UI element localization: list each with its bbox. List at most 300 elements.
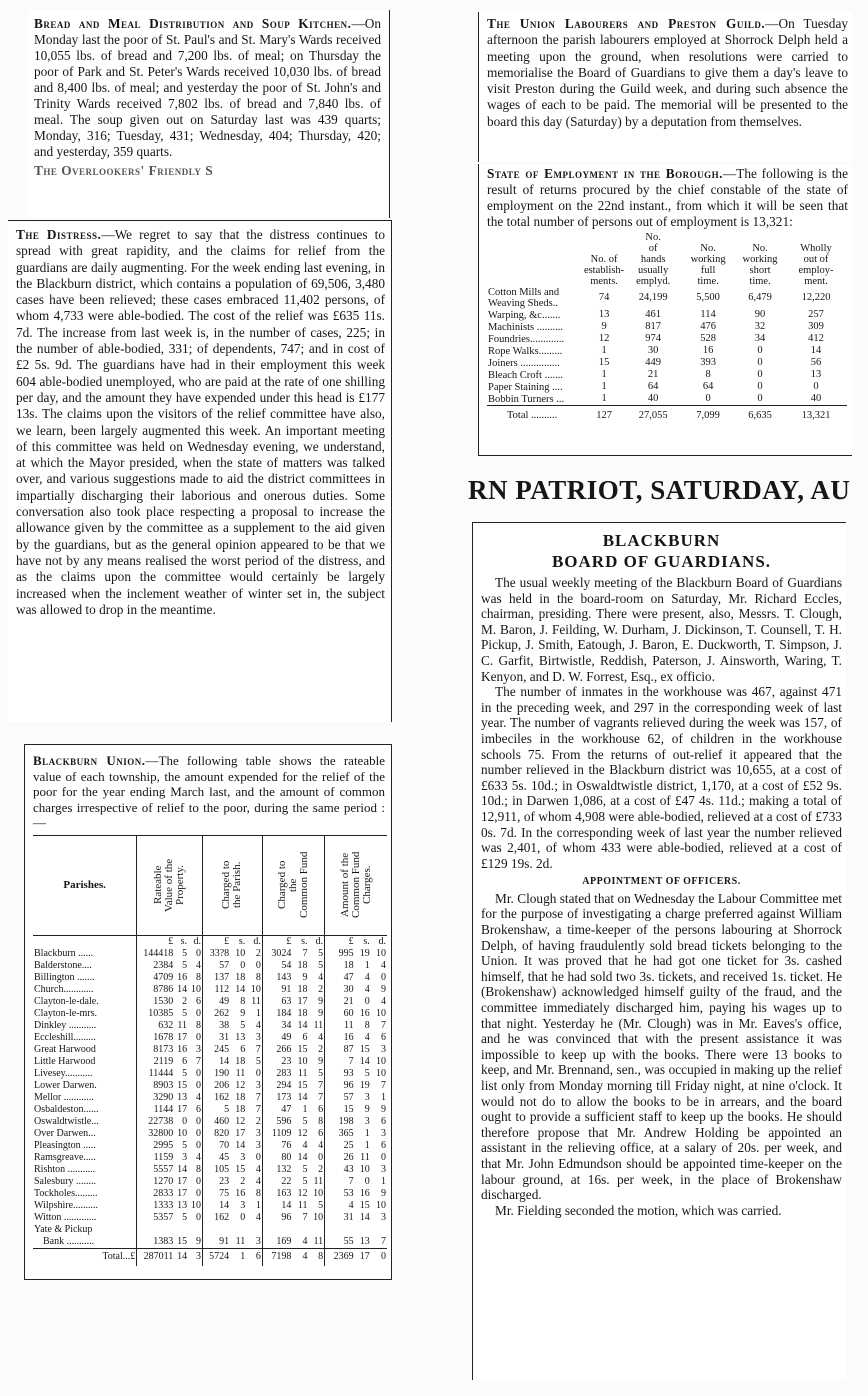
employment-table [487, 232, 847, 426]
table-cell: 3 [364, 1115, 370, 1127]
table-cell: 11 [297, 1199, 308, 1211]
table-cell: 5 [182, 947, 188, 959]
table-cell: 4 [364, 983, 370, 995]
table-cell: 91 [202, 1236, 230, 1249]
table-cell: 6 [381, 1031, 386, 1043]
table-cell: 4 [302, 1251, 308, 1263]
union-yate-row-1 [33, 1224, 387, 1236]
table-cell: 63 [262, 996, 292, 1008]
table-cell: 2 [318, 983, 324, 995]
table-cell: 9 [381, 1103, 386, 1115]
table-cell: 47 [325, 972, 355, 984]
table-cell: 3 [195, 1043, 201, 1055]
table-cell: 0 [240, 959, 246, 971]
table-cell: 2119 [137, 1056, 174, 1068]
table-cell: Billington ....... [34, 971, 95, 983]
table-row [33, 1128, 387, 1140]
table-cell: 4 [195, 959, 201, 971]
table-cell: 412 [808, 333, 824, 344]
table-cell: 15 [177, 1079, 188, 1091]
union-total-row [33, 1248, 387, 1266]
col-charged-parish: Charged to the Parish. [220, 860, 244, 910]
emp-col-out: Wholly out of employ- ment. [798, 243, 834, 287]
guild-heading: The Union Labourers and Preston Guild. [487, 16, 766, 31]
col-rateable: Rateable Value of the Property. [152, 858, 187, 912]
table-cell: 0 [195, 1139, 201, 1151]
table-cell: 15 [598, 357, 610, 368]
table-cell: 11 [235, 1067, 246, 1079]
table-cell: 18 [297, 983, 308, 995]
unit-cell: £ [202, 935, 230, 948]
table-cell: 19 [359, 947, 370, 959]
table-cell: 7 [302, 947, 308, 959]
table-cell: 3 [255, 1127, 261, 1139]
table-cell: 96 [262, 1212, 292, 1224]
bread-cutoff: The Overlookers' Friendly S [34, 163, 214, 178]
unit-cell: £ [325, 935, 355, 948]
col-parishes: Parishes. [63, 879, 106, 891]
table-cell: 76 [262, 1140, 292, 1152]
table-cell: 5 [302, 1175, 308, 1187]
table-cell: 12 [235, 1115, 246, 1127]
table-cell: 9 [318, 1055, 324, 1067]
table-cell: 38 [202, 1020, 230, 1032]
board-para-3: Mr. Clough stated that on Wednesday the Labour Committee met for the purpose of investigating a charge preferred against William Brokenshaw, a time-keeper of the persons labouring at Shorrock Delph, of having fraudulently sold bread tickets belonging to the Union. It was proved that he had got one ticket for 3s. cashed himself, that he had sold two 3s. tickets, and received 1s. ticket. He (Brokenshaw) acknowledged himself guilty of the fraud, and the committee immediately discharged him, paying his wages up to that night. Yesterday he (Mr. Clough) was in Mr. Eaves's office, and he was convinced that with the present assistance it was impossible to keep up with the books. There were 13 books to keep, and Mr. Brennand, sen., was occupied in making up the relief list only from Monday morning till Friday night, at nine o'clock. It would not do to allow the books to be in arrears, and the board ought to provide a sufficient staff to keep up the books. He should therefore propose that Mr. Andrew Holding be appointed an assistant in the relieving office, at a salary of 20s. per week, and that Mr. John Edmundson should be appointed time-keeper on the labour ground, at 16s. per week, in the place of Brokenshaw discharged. [481, 890, 842, 1203]
table-cell: 40 [647, 393, 659, 404]
table-cell: 0 [195, 1031, 201, 1043]
table-cell: 105 [202, 1164, 230, 1176]
table-cell: 0 [195, 1127, 201, 1139]
table-row [33, 972, 387, 984]
table-cell: 1 [255, 1007, 261, 1019]
table-cell: 4 [302, 1235, 308, 1247]
table-cell: 6 [195, 995, 201, 1007]
guild-article [487, 16, 848, 130]
table-cell: 0 [240, 1211, 246, 1223]
table-cell: 10385 [137, 1008, 174, 1020]
col-common-fund: Charged to the Common Fund [276, 851, 311, 919]
table-row [33, 960, 387, 972]
table-cell: 33?8 [202, 948, 230, 960]
table-cell: Little Harwood [34, 1055, 96, 1067]
unit-cell: s. [301, 935, 308, 947]
table-cell: Joiners ............... [488, 357, 560, 369]
table-cell: 3 [255, 1031, 261, 1043]
table-cell: Wilpshire.......... [34, 1199, 99, 1211]
table-cell: Dinkley ........... [34, 1019, 97, 1031]
table-cell: 0 [195, 1211, 201, 1223]
table-cell: 14 [810, 345, 822, 356]
unit-cell: d. [378, 935, 386, 947]
table-cell: 3 [195, 1251, 201, 1263]
table-row [487, 333, 847, 345]
table-cell: 449 [645, 357, 662, 368]
table-cell: 13 [359, 1235, 370, 1247]
table-cell: 12 [235, 1079, 246, 1091]
union-text: —The following table shows the rateable value of each township, the amount expended for the relief of the poor for the year ending March last, and the amount of common charges irrespective of relief to the poor, during the same period :— [33, 753, 385, 830]
table-cell: 0 [255, 1151, 261, 1163]
clip-employment [478, 164, 852, 456]
clip-board [472, 522, 846, 1380]
table-cell: 74 [598, 292, 610, 303]
table-cell: Bank ........... [43, 1235, 95, 1247]
table-cell: 18 [325, 960, 355, 972]
table-cell: 460 [202, 1116, 230, 1128]
table-cell: Bobbin Turners ... [488, 393, 565, 405]
table-cell: 4 [255, 1019, 261, 1031]
table-cell: 14 [359, 1055, 370, 1067]
table-cell: 9 [318, 995, 324, 1007]
emp-col-establishments: No. of establish- ments. [583, 254, 625, 287]
table-cell: 8 [705, 369, 711, 380]
table-cell: 15 [177, 1235, 188, 1247]
table-cell: 632 [137, 1020, 174, 1032]
table-cell: 6,635 [748, 409, 772, 421]
table-row [33, 1044, 387, 1056]
table-cell: 25 [325, 1140, 355, 1152]
table-cell: 5357 [137, 1212, 174, 1224]
table-cell: 10 [177, 1127, 188, 1139]
table-cell: 23 [202, 1176, 230, 1188]
table-cell: 8 [195, 1019, 201, 1031]
table-cell: Blackburn ...... [34, 947, 94, 959]
table-cell: 14 [359, 1211, 370, 1223]
table-cell: 162 [202, 1092, 230, 1104]
table-cell: 5557 [137, 1164, 174, 1176]
table-cell: 4 [381, 995, 386, 1007]
table-cell: 2 [240, 1175, 246, 1187]
table-cell: 6 [381, 1115, 386, 1127]
table-cell: 8 [318, 1251, 324, 1263]
table-cell: 4 [195, 1151, 201, 1163]
table-cell: 3 [381, 1163, 386, 1175]
table-cell: 8903 [137, 1080, 174, 1092]
table-cell: 5 [318, 959, 324, 971]
table-cell: 43 [325, 1164, 355, 1176]
table-cell: 57 [325, 1092, 355, 1104]
table-cell: 6,479 [748, 292, 772, 303]
table-cell: 49 [262, 1032, 292, 1044]
table-cell: 9 [364, 1103, 370, 1115]
table-cell: 0 [705, 393, 711, 404]
table-cell: 15 [325, 1104, 355, 1116]
board-title-2: BOARD OF GUARDIANS. [551, 552, 772, 571]
table-cell: 262 [202, 1008, 230, 1020]
table-cell: 1530 [137, 996, 174, 1008]
table-cell: Cotton Mills and Weaving Sheds.. [488, 287, 560, 309]
unit-cell: s. [238, 935, 246, 947]
table-cell: 5,500 [696, 292, 720, 303]
table-row [33, 1212, 387, 1224]
table-cell: 80 [262, 1152, 292, 1164]
table-cell: 57 [202, 960, 230, 972]
table-row [487, 369, 847, 381]
table-cell: 7 [381, 1079, 386, 1091]
table-cell: 7 [255, 1103, 261, 1115]
table-cell: 365 [325, 1128, 355, 1140]
table-cell: 4 [318, 971, 324, 983]
clip-distress [8, 220, 392, 722]
table-cell: 257 [808, 309, 824, 320]
table-cell: 393 [700, 357, 716, 368]
table-cell: 7198 [262, 1248, 292, 1266]
table-row [33, 1068, 387, 1080]
table-cell: 55 [325, 1236, 355, 1249]
table-cell: 266 [262, 1044, 292, 1056]
table-cell: 9 [302, 971, 308, 983]
table-cell: 0 [195, 947, 201, 959]
table-cell: 7 [381, 1019, 386, 1031]
table-cell: 0 [381, 1151, 386, 1163]
table-cell: Salesbury ........ [34, 1175, 96, 1187]
table-cell: 5 [318, 1067, 324, 1079]
table-cell: 163 [262, 1188, 292, 1200]
table-cell: 2 [255, 1115, 261, 1127]
table-cell: 0 [182, 1115, 188, 1127]
table-cell: 1270 [137, 1176, 174, 1188]
table-cell: 54 [262, 960, 292, 972]
table-cell: 198 [325, 1116, 355, 1128]
employment-total-row [487, 406, 847, 426]
table-cell: 184 [262, 1008, 292, 1020]
table-cell: 0 [757, 393, 763, 404]
table-cell: 995 [325, 948, 355, 960]
table-cell: 18 [297, 1007, 308, 1019]
table-cell: 5 [182, 1139, 188, 1151]
table-cell: 245 [202, 1044, 230, 1056]
table-cell: 1 [381, 1175, 386, 1187]
table-cell: 9 [381, 983, 386, 995]
table-cell: Balderstone.... [34, 959, 92, 971]
table-row [487, 345, 847, 357]
table-cell: 4 [195, 1091, 201, 1103]
union-units-row [33, 935, 387, 948]
table-cell: 6 [195, 1103, 201, 1115]
emp-col-short-time: No. working short time. [742, 243, 778, 287]
table-cell: 0 [195, 1067, 201, 1079]
table-cell: 0 [381, 1251, 386, 1263]
table-cell: 3 [240, 1199, 246, 1211]
table-row [487, 309, 847, 321]
table-cell: 34 [262, 1020, 292, 1032]
table-cell: 1678 [137, 1032, 174, 1044]
table-cell: 820 [202, 1128, 230, 1140]
table-cell: 10 [190, 983, 201, 995]
guild-text: —On Tuesday afternoon the parish labourers employed at Shorrock Delph held a meeting upon the ground, when resolutions were carried to memorialise the Board of Guardians to give them a day's leave to visit Preston during the Guild week, and during such absence the wages of each to be paid. The memorial will be presented to the board this day (Saturday) by a deputation from themselves. [487, 16, 848, 129]
table-cell: 190 [202, 1068, 230, 1080]
unit-cell: £ [262, 935, 292, 948]
table-cell: 16 [359, 1187, 370, 1199]
table-cell: 206 [202, 1080, 230, 1092]
table-cell: 13 [810, 369, 822, 380]
table-cell: 75 [202, 1188, 230, 1200]
table-cell: 0 [195, 1115, 201, 1127]
table-cell: 14 [177, 1163, 188, 1175]
table-cell: 14 [235, 983, 246, 995]
table-cell: 2 [255, 947, 261, 959]
table-cell: 15 [359, 1043, 370, 1055]
table-cell: 23 [262, 1056, 292, 1068]
table-cell: Oswaldtwistle... [34, 1115, 99, 1127]
table-cell: 6 [318, 1103, 324, 1115]
table-cell: Paper Staining .... [488, 381, 563, 393]
emp-col-full-time: No. working full time. [690, 243, 726, 287]
table-cell: 1 [364, 1127, 370, 1139]
table-cell: 1159 [137, 1152, 174, 1164]
table-cell: 1 [601, 381, 607, 392]
table-cell: 112 [202, 984, 230, 996]
table-cell: Church............ [34, 983, 94, 995]
table-cell: 12,220 [801, 292, 831, 303]
table-cell: 4 [318, 1139, 324, 1151]
table-cell: 4 [364, 1031, 370, 1043]
table-cell: 0 [381, 971, 386, 983]
table-cell: 16 [359, 1007, 370, 1019]
table-cell: 1 [601, 369, 607, 380]
table-cell: 3 [381, 1043, 386, 1055]
table-cell: 17 [177, 1103, 188, 1115]
table-cell: 90 [754, 309, 766, 320]
table-row [33, 1176, 387, 1188]
table-cell: 8 [240, 995, 246, 1007]
table-cell: 14 [235, 1139, 246, 1151]
table-cell: 4 [255, 1175, 261, 1187]
table-cell: 10 [359, 1163, 370, 1175]
table-cell: 6 [302, 1031, 308, 1043]
table-cell: 17 [235, 1127, 246, 1139]
distress-text: —We regret to say that the distress continues to spread with great rapidity, and the claims for relief from the guardians are daily augmenting. For the week ending last evening, in the Blackburn district, which contains a population of 69,506, 3,480 cases have been relieved; these cases embraced 11,402 persons, of whom 4,733 were able-bodied. The cost of the relief was £635 11s. 7d. The increase from last week is, in the number of cases, 225; in the number of able-bodied, 331; of dependents, 747; and in cost of £2 5s. 9d. The guardians have had in their employment this week 604 able-bodied unemployed, who are paid at the rate of one shilling per day, and the amount they have expended under this head is £177 13s. The claims upon the visitors of the relief committee have also, we learn, been largely augmented this week. An important meeting of this committee was held on Wednesday evening, we understand, at which the Mayor presided, when the state of matters was talked over, and various suggestions made to aid the district committees in impartially discharging their laborious and onerous duties. Some conversation also took place respecting a proposal to increase the allowance given by the committee as a supplement to the aid given by the guardians, but as the general opinion appeared to be that we have not by any means realised the worst period of the distress, and as the claims upon the committee would certainly be largely increased when the inclement weather of winter set in, the subject was allowed to drop in the meantime. [16, 227, 385, 617]
table-row [487, 357, 847, 369]
table-cell: 12 [297, 1127, 308, 1139]
employment-table-body [487, 287, 847, 406]
table-cell: 64 [702, 381, 714, 392]
union-heading: Blackburn Union. [33, 753, 146, 768]
table-cell: 10 [376, 1067, 386, 1079]
table-cell: Great Harwood [34, 1043, 96, 1055]
table-cell: 15 [359, 1199, 370, 1211]
table-cell: 91 [262, 984, 292, 996]
unit-cell: s. [363, 935, 370, 947]
table-cell: 9 [381, 1187, 386, 1199]
table-cell: 32800 [137, 1128, 174, 1140]
table-cell: 21 [325, 996, 355, 1008]
table-cell: 596 [262, 1116, 292, 1128]
table-cell: 64 [647, 381, 659, 392]
table-cell: 3 [255, 1079, 261, 1091]
table-cell: Over Darwen... [34, 1127, 96, 1139]
table-cell: 12 [297, 1187, 308, 1199]
table-cell: 8 [364, 1019, 370, 1031]
table-cell: 127 [596, 409, 612, 421]
table-cell: 19 [359, 1079, 370, 1091]
board-subhead: APPOINTMENT OF OFFICERS. [582, 876, 741, 888]
table-cell: 5 [182, 959, 188, 971]
table-cell: Clayton-le-dale. [34, 995, 99, 1007]
table-cell: 0 [364, 995, 370, 1007]
table-cell: 10 [297, 1055, 308, 1067]
table-cell: 3 [364, 1091, 370, 1103]
table-cell: 5 [202, 1104, 230, 1116]
table-cell: Livesey........... [34, 1067, 93, 1079]
table-cell: 3 [381, 1127, 386, 1139]
table-cell: 45 [202, 1152, 230, 1164]
table-cell: 5 [182, 1067, 188, 1079]
table-cell: 309 [808, 321, 824, 332]
table-cell: 5 [255, 1055, 261, 1067]
table-cell: 10 [376, 1199, 386, 1211]
table-cell: 287011 [137, 1248, 174, 1266]
table-cell: 17 [177, 1187, 188, 1199]
table-cell: 4709 [137, 972, 174, 984]
table-cell: 5 [182, 1007, 188, 1019]
table-cell: 5 [364, 1067, 370, 1079]
table-cell: Total...£ [102, 1251, 136, 1263]
clip-guild [478, 12, 852, 162]
table-cell: 2384 [137, 960, 174, 972]
table-cell: 528 [700, 333, 716, 344]
table-cell: 11 [313, 1235, 324, 1247]
table-cell: 4 [381, 959, 386, 971]
table-cell: 16 [325, 1032, 355, 1044]
table-cell: Osbaldeston...... [34, 1103, 99, 1115]
table-cell: 2 [318, 1043, 324, 1055]
table-cell: 2833 [137, 1188, 174, 1200]
table-cell: 14 [202, 1200, 230, 1212]
table-cell: 14 [297, 1091, 308, 1103]
bread-text: —On Monday last the poor of St. Paul's and St. Mary's Wards received 10,055 lbs. of bread and 7,200 lbs. of meal; on Thursday the poor of Park and St. Peter's Wards received 10,030 lbs. of bread and 8,400 lbs. of meal; and yesterday the poor of St. John's and Trinity Wards received 7,802 lbs. of bread and 7,840 lbs. of meal. The soup given out on Saturday last was 439 quarts; Monday, 316; Tuesday, 431; Wednesday, 404; Thursday, 420; and yesterday, 359 quarts. [34, 16, 381, 159]
table-cell: 0 [364, 1175, 370, 1187]
table-cell: 0 [195, 1187, 201, 1199]
table-cell: 11 [235, 1235, 246, 1247]
clip-bread-meal [28, 10, 390, 218]
table-cell: 5 [318, 947, 324, 959]
table-cell: 3024 [262, 948, 292, 960]
table-cell: 18 [235, 1055, 246, 1067]
table-cell: 6 [318, 1127, 324, 1139]
table-cell: 14 [177, 1251, 188, 1263]
table-cell: 1109 [262, 1128, 292, 1140]
table-row [33, 1020, 387, 1032]
table-cell: 1 [364, 959, 370, 971]
table-cell: Pleasington ..... [34, 1139, 96, 1151]
table-cell: 10 [190, 1199, 201, 1211]
emp-col-hands: No. of hands usually emplyd. [636, 232, 671, 287]
table-cell: 10 [376, 1055, 386, 1067]
table-cell: 14 [202, 1056, 230, 1068]
table-cell: 1333 [137, 1200, 174, 1212]
table-cell: 114 [700, 309, 716, 320]
table-cell: 461 [645, 309, 662, 320]
table-cell: 15 [297, 1079, 308, 1091]
table-cell: 0 [757, 357, 763, 368]
table-row [33, 1164, 387, 1176]
union-table [33, 835, 387, 1267]
table-cell: 18 [297, 959, 308, 971]
table-cell: 294 [262, 1080, 292, 1092]
table-cell: 4 [364, 971, 370, 983]
unit-cell: s. [180, 935, 188, 947]
table-cell: 16 [177, 971, 188, 983]
table-cell: 6 [240, 1043, 246, 1055]
table-row [33, 1008, 387, 1020]
table-row [33, 984, 387, 996]
table-cell: 87 [325, 1044, 355, 1056]
table-cell: 18 [235, 1091, 246, 1103]
table-cell: 974 [645, 333, 662, 344]
union-article [33, 753, 385, 831]
table-cell: 7 [381, 1235, 386, 1247]
board-title-1: BLACKBURN [602, 531, 721, 550]
